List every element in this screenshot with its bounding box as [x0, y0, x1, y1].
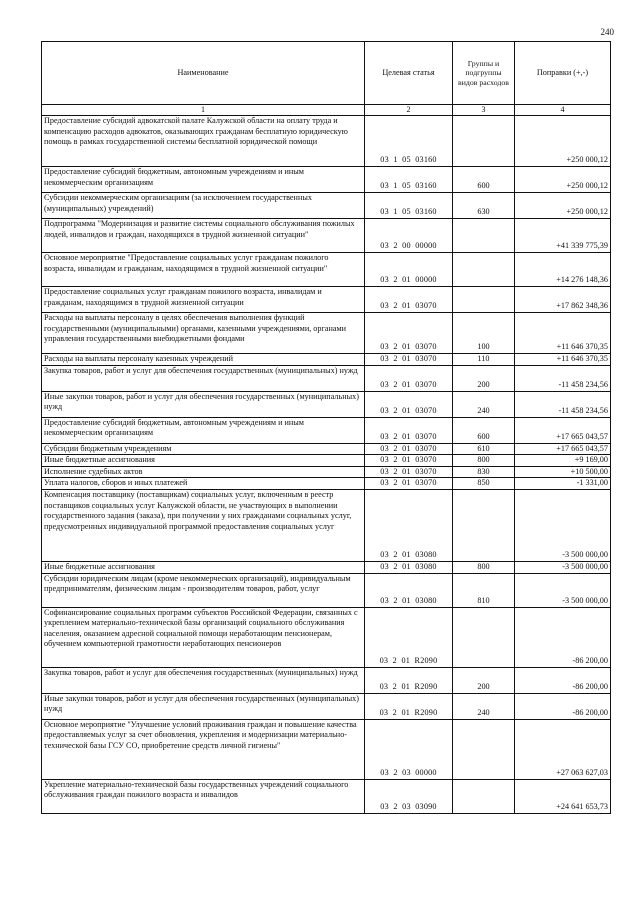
row-target-article: 03 2 01 03070 [365, 313, 453, 354]
row-expense-group [453, 253, 515, 287]
row-expense-group: 600 [453, 417, 515, 443]
row-amendment: +14 276 148,36 [515, 253, 611, 287]
table-row [42, 667, 611, 693]
table-row [42, 489, 611, 561]
table-body [42, 116, 611, 814]
row-amendment: +17 665 043,57 [515, 443, 611, 455]
row-expense-group: 800 [453, 455, 515, 467]
row-expense-group: 830 [453, 466, 515, 478]
page-number: 240 [600, 27, 614, 37]
table-row [42, 193, 611, 219]
row-target-article: 03 2 03 00000 [365, 719, 453, 779]
column-number-4: 4 [515, 105, 611, 116]
table-row [42, 167, 611, 193]
table-row [42, 455, 611, 467]
row-expense-group: 200 [453, 365, 515, 391]
table-row [42, 478, 611, 490]
row-amendment: -1 331,00 [515, 478, 611, 490]
row-amendment: -11 458 234,56 [515, 365, 611, 391]
row-expense-group: 850 [453, 478, 515, 490]
row-name: Субсидии бюджетным учреждениям [42, 443, 365, 455]
table-row [42, 417, 611, 443]
row-amendment: +250 000,12 [515, 116, 611, 167]
row-name: Компенсация поставщику (поставщикам) социальных услуг, включенным в реестр поставщиков социальных услуг Калужской области, не участвующих в выполнении государственного задания (заказа), при получении у них гражданами социальных услуг, предусмотренных индивидуальной программой предоставления социальных услуг [42, 489, 365, 561]
row-expense-group: 200 [453, 667, 515, 693]
header-amendment: Поправки (+,-) [515, 42, 611, 105]
header-expense-group: Группы и подгруппы видов расходов [453, 42, 515, 105]
row-target-article: 03 2 01 03070 [365, 466, 453, 478]
row-expense-group: 800 [453, 561, 515, 573]
row-expense-group [453, 489, 515, 561]
row-name: Основное мероприятие "Предоставление социальных услуг гражданам пожилого возраста, инвалидам и гражданам, находящимся в трудной жизненной ситуации" [42, 253, 365, 287]
row-name: Иные закупки товаров, работ и услуг для обеспечения государственных (муниципальных) нужд [42, 391, 365, 417]
row-name: Укрепление материально-технической базы государственных учреждений социального обслуживания граждан пожилого возраста и инвалидов [42, 779, 365, 813]
row-target-article: 03 2 01 03080 [365, 561, 453, 573]
row-target-article: 03 2 01 R2090 [365, 667, 453, 693]
row-amendment: +9 169,00 [515, 455, 611, 467]
table-row [42, 443, 611, 455]
row-name: Уплата налогов, сборов и иных платежей [42, 478, 365, 490]
row-target-article: 03 2 01 03070 [365, 455, 453, 467]
row-expense-group: 100 [453, 313, 515, 354]
row-name: Закупка товаров, работ и услуг для обеспечения государственных (муниципальных) нужд [42, 365, 365, 391]
row-target-article: 03 2 01 03070 [365, 365, 453, 391]
row-amendment: +27 063 627,03 [515, 719, 611, 779]
row-amendment: +250 000,12 [515, 167, 611, 193]
row-name: Иные закупки товаров, работ и услуг для обеспечения государственных (муниципальных) нужд [42, 693, 365, 719]
row-target-article: 03 2 01 03070 [365, 417, 453, 443]
budget-amendments-table [41, 41, 611, 814]
row-target-article: 03 2 01 03070 [365, 478, 453, 490]
row-target-article: 03 2 01 00000 [365, 253, 453, 287]
table-row [42, 313, 611, 354]
row-amendment: +17 665 043,57 [515, 417, 611, 443]
row-name: Подпрограмма "Модернизация и развитие системы социального обслуживания пожилых людей, инвалидов и граждан, находящихся в трудной жизненной ситуации" [42, 219, 365, 253]
table-row [42, 561, 611, 573]
row-amendment: +41 339 775,39 [515, 219, 611, 253]
row-name: Основное мероприятие "Улучшение условий проживания граждан и повышение качества предоставляемых услуг за счет обновления, укрепления и модернизации материально-технической базы ГСУ СО, приобретение средств личной гигиены" [42, 719, 365, 779]
row-name: Субсидии некоммерческим организациям (за исключением государственных (муниципальных) учреждений) [42, 193, 365, 219]
table-row [42, 719, 611, 779]
row-target-article: 03 2 01 03080 [365, 489, 453, 561]
row-amendment: +17 862 348,36 [515, 287, 611, 313]
row-name: Предоставление субсидий бюджетным, автономным учреждениям и иным некоммерческим организациям [42, 417, 365, 443]
table-row [42, 466, 611, 478]
row-target-article: 03 1 05 03160 [365, 193, 453, 219]
row-expense-group [453, 719, 515, 779]
row-expense-group: 630 [453, 193, 515, 219]
row-expense-group [453, 607, 515, 667]
row-expense-group: 610 [453, 443, 515, 455]
column-number-row [42, 105, 611, 116]
column-number-2: 2 [365, 105, 453, 116]
table-header-row [42, 42, 611, 105]
column-number-1: 1 [42, 105, 365, 116]
row-amendment: -3 500 000,00 [515, 561, 611, 573]
row-target-article: 03 2 01 03070 [365, 287, 453, 313]
table-row [42, 693, 611, 719]
column-number-3: 3 [453, 105, 515, 116]
row-target-article: 03 2 01 03070 [365, 354, 453, 366]
row-amendment: -11 458 234,56 [515, 391, 611, 417]
row-target-article: 03 2 00 00000 [365, 219, 453, 253]
row-name: Предоставление субсидий бюджетным, автономным учреждениям и иным некоммерческим организациям [42, 167, 365, 193]
row-amendment: -86 200,00 [515, 607, 611, 667]
row-amendment: -86 200,00 [515, 693, 611, 719]
row-target-article: 03 2 01 03070 [365, 391, 453, 417]
row-amendment: -86 200,00 [515, 667, 611, 693]
row-name: Исполнение судебных актов [42, 466, 365, 478]
table-row [42, 607, 611, 667]
row-expense-group: 810 [453, 573, 515, 607]
row-name: Иные бюджетные ассигнования [42, 561, 365, 573]
row-target-article: 03 2 03 03090 [365, 779, 453, 813]
row-amendment: +250 000,12 [515, 193, 611, 219]
row-target-article: 03 2 01 03070 [365, 443, 453, 455]
table-row [42, 219, 611, 253]
table-row [42, 354, 611, 366]
header-name: Наименование [42, 42, 365, 105]
row-target-article: 03 2 01 R2090 [365, 607, 453, 667]
row-expense-group [453, 287, 515, 313]
row-expense-group [453, 779, 515, 813]
row-expense-group [453, 219, 515, 253]
row-expense-group: 240 [453, 391, 515, 417]
row-expense-group [453, 116, 515, 167]
row-amendment: +24 641 653,73 [515, 779, 611, 813]
row-expense-group: 600 [453, 167, 515, 193]
header-target-article: Целевая статья [365, 42, 453, 105]
table-row [42, 287, 611, 313]
row-target-article: 03 1 05 03160 [365, 116, 453, 167]
row-name: Закупка товаров, работ и услуг для обеспечения государственных (муниципальных) нужд [42, 667, 365, 693]
row-name: Предоставление социальных услуг гражданам пожилого возраста, инвалидам и гражданам, находящимся в трудной жизненной ситуации [42, 287, 365, 313]
row-target-article: 03 2 01 03080 [365, 573, 453, 607]
row-expense-group: 110 [453, 354, 515, 366]
row-target-article: 03 1 05 03160 [365, 167, 453, 193]
row-amendment: +11 646 370,35 [515, 313, 611, 354]
row-name: Субсидии юридическим лицам (кроме некоммерческих организаций), индивидуальным предпринимателям, физическим лицам - производителям товаров, работ, услуг [42, 573, 365, 607]
row-name: Иные бюджетные ассигнования [42, 455, 365, 467]
table-row [42, 116, 611, 167]
row-name: Софинансирование социальных программ субъектов Российской Федерации, связанных с укреплением материально-технической базы организаций социального обслуживания населения, оказанием адресной социальной помощи неработающим пенсионерам, обучением компьютерной грамотности неработающих пенсионеров [42, 607, 365, 667]
row-name: Расходы на выплаты персоналу в целях обеспечения выполнения функций государственными (муниципальными) органами, казенными учреждениями, органами управления государственными внебюджетными фондами [42, 313, 365, 354]
table-row [42, 391, 611, 417]
row-target-article: 03 2 01 R2090 [365, 693, 453, 719]
row-amendment: +10 500,00 [515, 466, 611, 478]
row-expense-group: 240 [453, 693, 515, 719]
table-row [42, 365, 611, 391]
row-amendment: +11 646 370,35 [515, 354, 611, 366]
table-row [42, 779, 611, 813]
row-name: Расходы на выплаты персоналу казенных учреждений [42, 354, 365, 366]
row-amendment: -3 500 000,00 [515, 489, 611, 561]
table-row [42, 253, 611, 287]
table-row [42, 573, 611, 607]
row-amendment: -3 500 000,00 [515, 573, 611, 607]
row-name: Предоставление субсидий адвокатской палате Калужской области на оплату труда и компенсацию расходов адвокатов, оказывающих гражданам бесплатную юридическую помощь в рамках государственной системы бесплатной юридической помощи [42, 116, 365, 167]
